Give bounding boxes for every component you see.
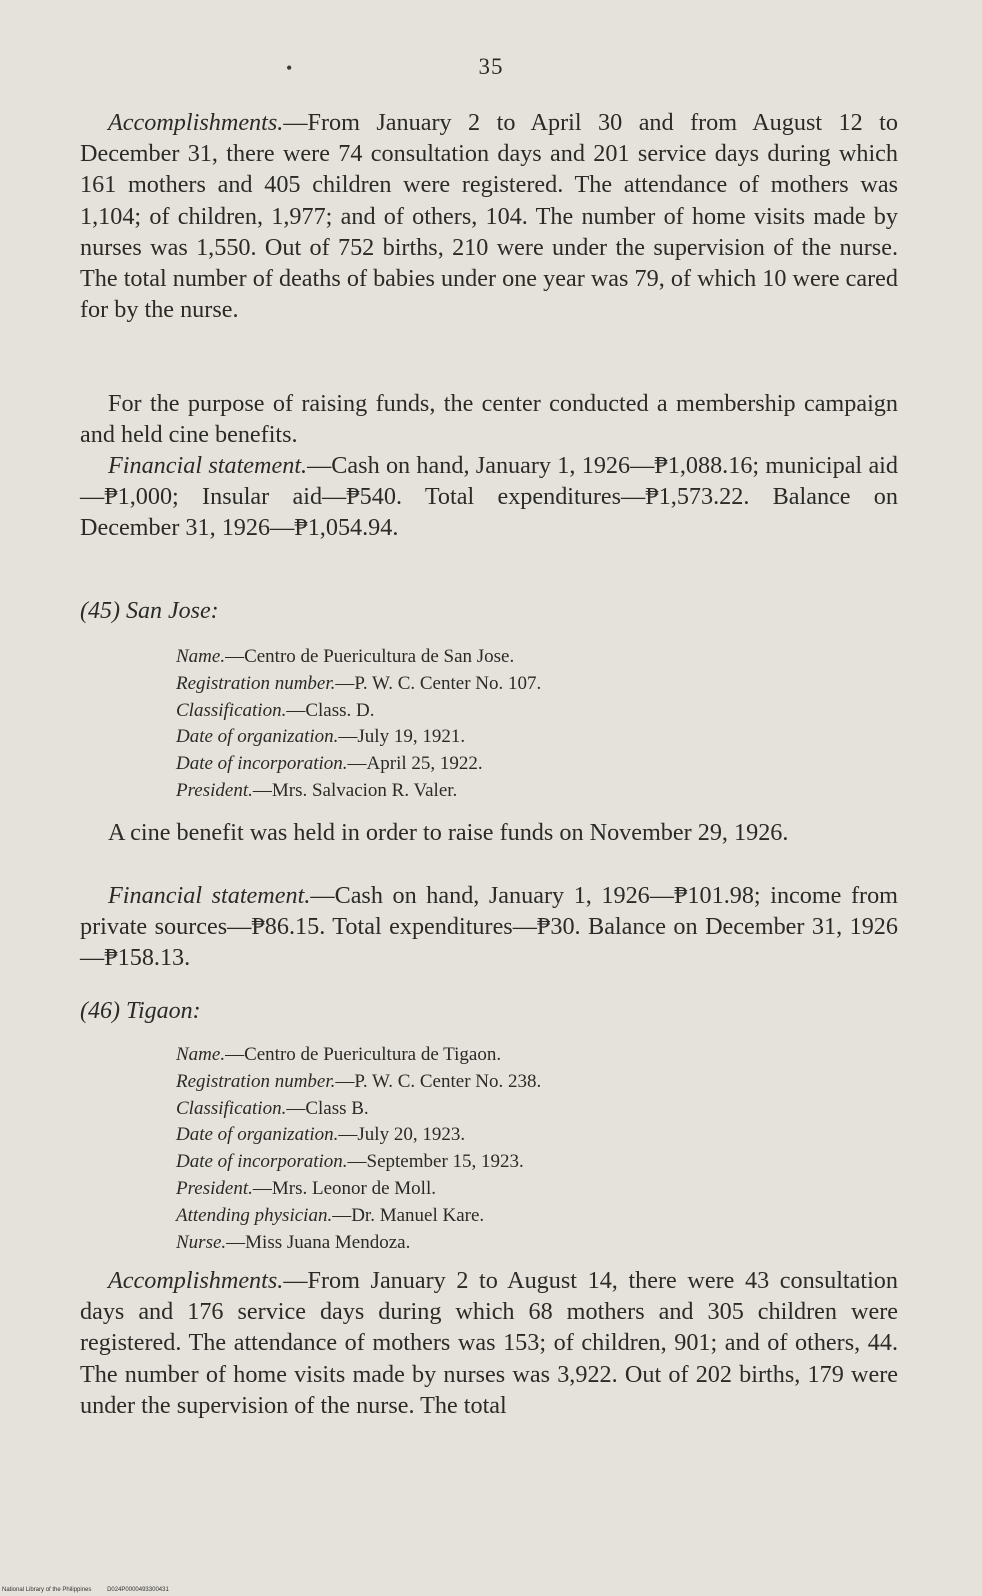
section-46-accomplishments-label: Accomplishments. xyxy=(108,1267,284,1294)
section-45-title: San Jose: xyxy=(125,598,219,624)
section-46-title: Tigaon: xyxy=(125,998,201,1024)
detail-label: President. xyxy=(176,1177,253,1199)
section-45-heading xyxy=(80,598,219,625)
financial-statement-label: Financial statement. xyxy=(108,452,308,479)
fundraising-text: For the purpose of raising funds, the center conducted a membership campaign and held cine benefits. xyxy=(80,390,898,449)
detail-value: —Mrs. Salvacion R. Valer. xyxy=(252,779,458,801)
cine-benefit-paragraph xyxy=(80,817,898,848)
section-46-details xyxy=(176,1042,776,1256)
section-46-accomplishments-text: —From January 2 to August 14, there were 43 consultation days and 176 service days during which 68 mothers and 305 children were registered. The attendance of mothers was 153; of children, 901; and of others, 44. The number of home visits made by nurses was 3,922. Out of 202 births, 179 were under the supervision of the nurse. The total xyxy=(80,1267,898,1419)
detail-row xyxy=(176,1042,776,1069)
footer-library: National Library of the Philippines xyxy=(2,1587,92,1593)
accomplishments-paragraph xyxy=(80,107,898,325)
detail-value: —P. W. C. Center No. 107. xyxy=(335,672,542,694)
detail-row xyxy=(176,778,776,805)
section-45-financial-paragraph xyxy=(80,880,898,974)
detail-label: Date of organization. xyxy=(176,726,339,748)
section-46-accomplishments-paragraph xyxy=(80,1265,898,1421)
detail-label: President. xyxy=(176,779,253,801)
detail-row xyxy=(176,1069,776,1096)
accomplishments-text: —From January 2 to April 30 and from August 12 to December 31, there were 74 consultation days and 201 service days during which 161 mothers and 405 children were registered. The attendance of mothers was 1,104; of children, 1,977; and of others, 104. The number of home visits made by nurses was 1,550. Out of 752 births, 210 were under the supervision of the nurse. The total number of deaths of babies under one year was 79, of which 10 were cared for by the nurse. xyxy=(80,109,898,324)
section-46-heading xyxy=(80,998,201,1025)
detail-label: Date of incorporation. xyxy=(176,1151,348,1173)
section-45-financial-text: —Cash on hand, January 1, 1926—₱101.98; income from private sources—₱86.15. Total expenditures—₱30. Balance on December 31, 1926—₱158.13. xyxy=(80,882,899,972)
cine-benefit-text: A cine benefit was held in order to raise funds on November 29, 1926. xyxy=(108,819,789,846)
detail-value: —July 20, 1923. xyxy=(338,1124,466,1146)
detail-row xyxy=(176,1176,776,1203)
detail-value: —Dr. Manuel Kare. xyxy=(332,1204,485,1226)
detail-value: —Miss Juana Mendoza. xyxy=(226,1231,411,1253)
detail-label: Date of incorporation. xyxy=(176,753,348,775)
detail-value: —Centro de Puericultura de Tigaon. xyxy=(225,1044,502,1065)
top-mark: • xyxy=(286,58,293,78)
detail-label: Attending physician. xyxy=(176,1204,333,1226)
detail-label: Date of organization. xyxy=(176,1124,339,1146)
detail-row xyxy=(176,644,776,671)
footer-code: D024P0000493300431 xyxy=(107,1587,169,1593)
detail-row xyxy=(176,1096,776,1123)
detail-row xyxy=(176,698,776,725)
section-45-details xyxy=(176,644,776,805)
page-number: 35 xyxy=(478,54,504,79)
section-45-number: (45) xyxy=(80,598,120,624)
section-46-number: (46) xyxy=(80,998,120,1024)
financial-statement-text: —Cash on hand, January 1, 1926—₱1,088.16; municipal aid—₱1,000; Insular aid—₱540. Total expenditures—₱1,573.22. Balance on December 31, 1926—₱1,054.94. xyxy=(80,452,898,542)
section-45-financial-label: Financial statement. xyxy=(108,882,311,909)
detail-label: Name. xyxy=(176,646,226,667)
detail-label: Registration number. xyxy=(176,672,336,694)
detail-value: —September 15, 1923. xyxy=(347,1151,524,1173)
detail-label: Name. xyxy=(176,1044,226,1065)
accomplishments-label: Accomplishments. xyxy=(108,109,284,136)
detail-value: —July 19, 1921. xyxy=(338,726,466,748)
detail-value: —Class. D. xyxy=(286,699,375,721)
detail-label: Registration number. xyxy=(176,1070,336,1092)
detail-row xyxy=(176,671,776,698)
detail-row xyxy=(176,1149,776,1176)
detail-row xyxy=(176,751,776,778)
detail-row xyxy=(176,1122,776,1149)
detail-row xyxy=(176,1203,776,1230)
detail-label: Classification. xyxy=(176,699,287,721)
financial-statement-paragraph xyxy=(80,450,898,544)
detail-label: Nurse. xyxy=(176,1231,227,1253)
detail-row xyxy=(176,724,776,751)
detail-value: —Centro de Puericultura de San Jose. xyxy=(225,646,515,667)
detail-value: —April 25, 1922. xyxy=(347,753,483,775)
detail-value: —Class B. xyxy=(286,1097,369,1119)
scan-footer xyxy=(2,1587,183,1593)
detail-label: Classification. xyxy=(176,1097,287,1119)
detail-value: —Mrs. Leonor de Moll. xyxy=(252,1177,436,1199)
detail-value: —P. W. C. Center No. 238. xyxy=(335,1070,542,1092)
detail-row xyxy=(176,1230,776,1257)
fundraising-paragraph xyxy=(80,388,898,450)
